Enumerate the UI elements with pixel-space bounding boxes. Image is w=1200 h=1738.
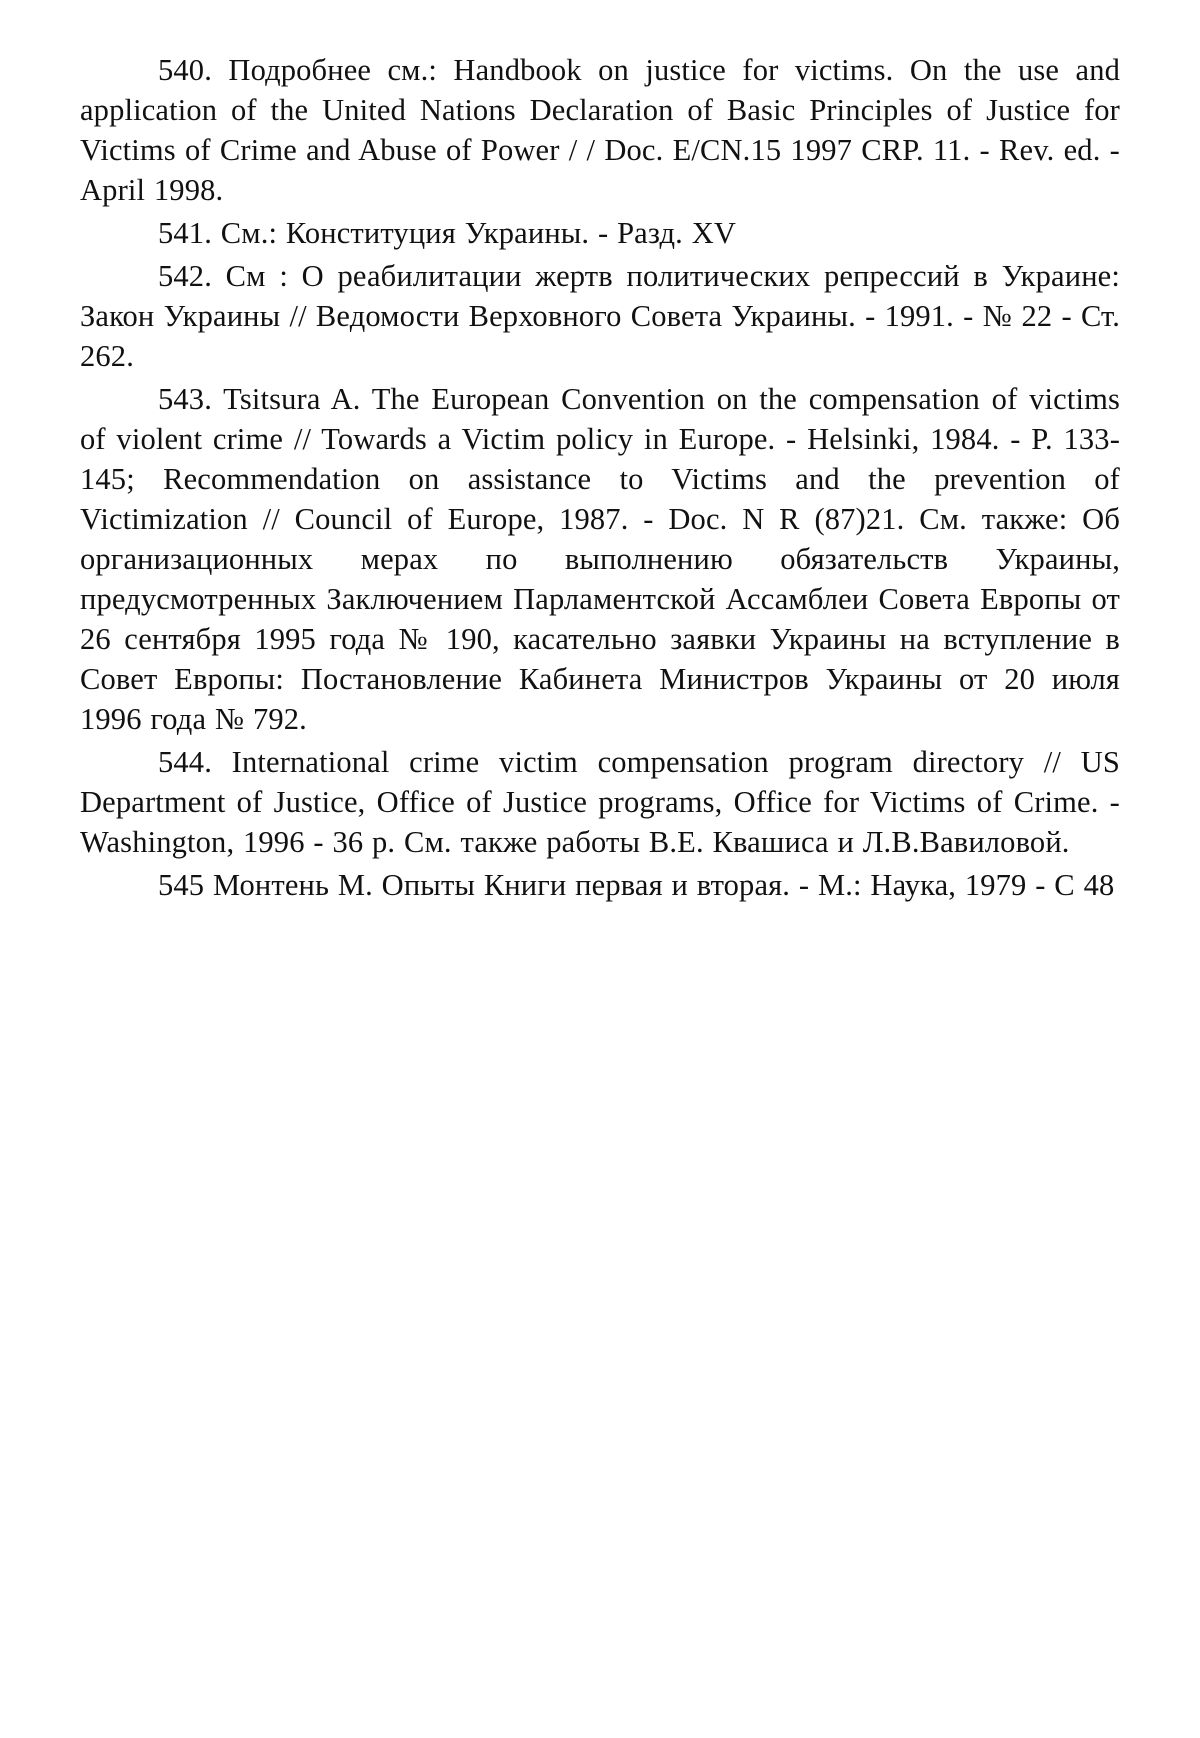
footnote-543: 543. Tsitsura A. The European Convention on the compensation of victims of violent crime // Towards a Victim policy in Europe. - Helsinki, 1984. - P. 133-145; Recommendation on assistance to Victims and the prevention of Victimization // Council of Europe, 1987. - Doc. N R (87)21. См. также: Об организационных мерах по выполнению обязательств Украины, предусмотренных Заключением Парламентской Ассамблеи Совета Европы от 26 сентября 1995 года № 190, касательно заявки Украины на вступление в Совет Европы: Постановление Кабинета Министров Украины от 20 июля 1996 года № 792. <box>80 382 1120 736</box>
footnote-541: 541. См.: Конституция Украины. - Разд. XV <box>158 216 737 250</box>
footnote-545: 545 Монтень М. Опыты Книги первая и вторая. - М.: Наука, 1979 - С 48 <box>158 868 1115 902</box>
footnotes-page <box>80 50 1120 908</box>
footnote-540: 540. Подробнее см.: Handbook on justice for victims. On the use and application of the United Nations Declaration of Basic Principles of Justice for Victims of Crime and Abuse of Power / / Doc. E/CN.15 1997 CRP. 11. - Rev. ed. - April 1998. <box>80 53 1120 207</box>
footnote-542: 542. См : О реабилитации жертв политических репрессий в Украине: Закон Украины // Ведомости Верховного Совета Украины. - 1991. - № 22 - Ст. 262. <box>80 259 1120 373</box>
footnote-544: 544. International crime victim compensation program directory // US Department of Justice, Office of Justice programs, Office for Victims of Crime. - Washington, 1996 - 36 p. См. также работы В.Е. Квашиса и Л.В.Вавиловой. <box>80 745 1120 859</box>
